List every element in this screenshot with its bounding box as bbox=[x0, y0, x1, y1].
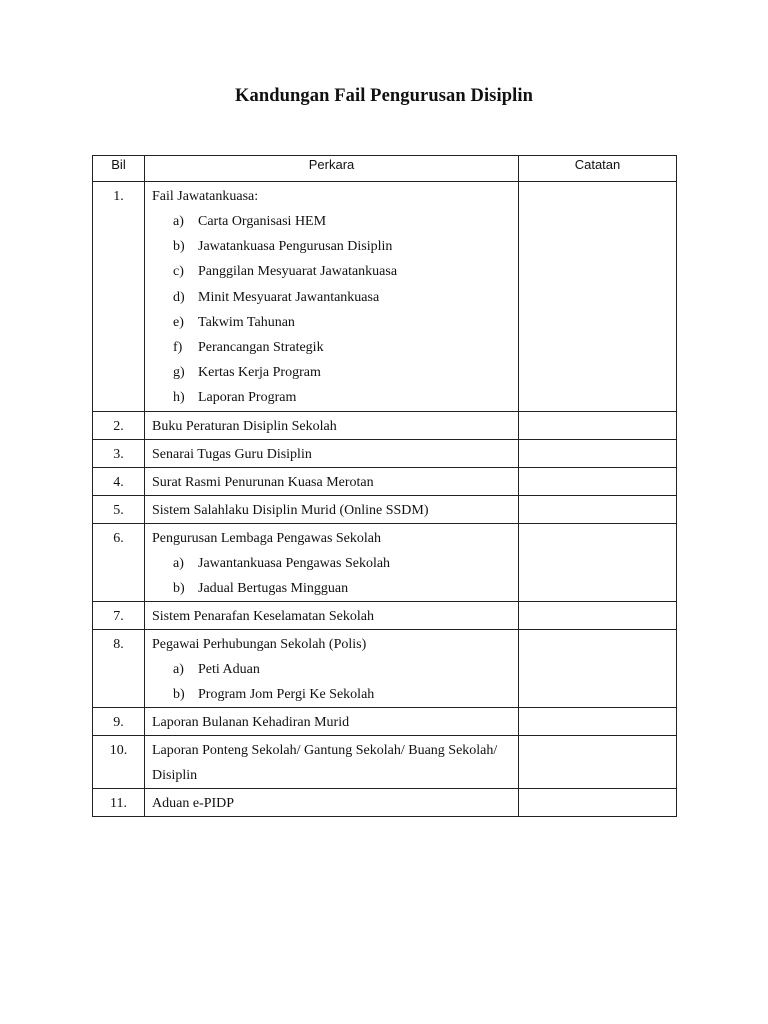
row-perkara-cell bbox=[145, 789, 519, 817]
perkara-text: Senarai Tugas Guru Disiplin bbox=[152, 446, 312, 462]
table-row bbox=[93, 736, 677, 789]
table-row bbox=[93, 467, 677, 495]
list-item-letter: b) bbox=[173, 687, 185, 703]
list-item-text: Laporan Program bbox=[198, 390, 297, 406]
list-item bbox=[152, 285, 512, 310]
table-row bbox=[93, 439, 677, 467]
row-catatan-cell bbox=[519, 182, 677, 412]
row-perkara-cell bbox=[145, 523, 519, 601]
row-perkara-cell bbox=[145, 467, 519, 495]
row-number: 4. bbox=[93, 467, 145, 495]
list-item bbox=[152, 360, 512, 385]
list-item bbox=[152, 259, 512, 284]
list-item-text: Program Jom Pergi Ke Sekolah bbox=[198, 687, 375, 703]
row-catatan-cell bbox=[519, 411, 677, 439]
list-item-text: Jawatankuasa Pengurusan Disiplin bbox=[198, 239, 393, 255]
row-perkara-cell bbox=[145, 630, 519, 708]
table-row bbox=[93, 182, 677, 412]
row-number: 3. bbox=[93, 439, 145, 467]
row-catatan-cell bbox=[519, 523, 677, 601]
perkara-text: Buku Peraturan Disiplin Sekolah bbox=[152, 418, 337, 434]
list-item-letter: c) bbox=[173, 264, 184, 280]
list-item-text: Takwim Tahunan bbox=[198, 314, 295, 330]
list-item-letter: f) bbox=[173, 340, 183, 356]
list-item bbox=[152, 234, 512, 259]
list-item-letter: a) bbox=[173, 662, 184, 678]
sub-item-list bbox=[152, 657, 512, 707]
list-item-text: Kertas Kerja Program bbox=[198, 365, 321, 381]
list-item-text: Peti Aduan bbox=[198, 662, 260, 678]
header-catatan: Catatan bbox=[519, 156, 677, 182]
list-item bbox=[152, 335, 512, 360]
list-item-letter: a) bbox=[173, 555, 184, 571]
table-row bbox=[93, 602, 677, 630]
row-catatan-cell bbox=[519, 495, 677, 523]
table-row bbox=[93, 630, 677, 708]
perkara-text: Sistem Salahlaku Disiplin Murid (Online SSDM) bbox=[152, 502, 429, 518]
perkara-text: Laporan Bulanan Kehadiran Murid bbox=[152, 715, 350, 731]
row-number: 10. bbox=[93, 736, 145, 789]
row-catatan-cell bbox=[519, 467, 677, 495]
row-number: 7. bbox=[93, 602, 145, 630]
row-number: 2. bbox=[93, 411, 145, 439]
list-item-letter: d) bbox=[173, 289, 185, 305]
row-perkara-cell bbox=[145, 411, 519, 439]
table-row bbox=[93, 523, 677, 601]
perkara-text: Pengurusan Lembaga Pengawas Sekolah bbox=[152, 530, 381, 546]
list-item-letter: e) bbox=[173, 314, 184, 330]
row-perkara-cell bbox=[145, 495, 519, 523]
header-perkara: Perkara bbox=[145, 156, 519, 182]
row-perkara-cell bbox=[145, 708, 519, 736]
row-catatan-cell bbox=[519, 708, 677, 736]
list-item-letter: b) bbox=[173, 580, 185, 596]
list-item bbox=[152, 551, 512, 576]
row-perkara-cell bbox=[145, 736, 519, 789]
perkara-text: Fail Jawatankuasa: bbox=[152, 189, 259, 204]
table-header-row bbox=[93, 156, 677, 182]
row-catatan-cell bbox=[519, 439, 677, 467]
row-number: 9. bbox=[93, 708, 145, 736]
row-number: 8. bbox=[93, 630, 145, 708]
list-item-letter: b) bbox=[173, 239, 185, 255]
table-row bbox=[93, 495, 677, 523]
perkara-text: Sistem Penarafan Keselamatan Sekolah bbox=[152, 609, 374, 625]
content-table bbox=[92, 155, 677, 817]
row-perkara-cell bbox=[145, 439, 519, 467]
list-item-text: Panggilan Mesyuarat Jawatankuasa bbox=[198, 264, 398, 280]
sub-item-list bbox=[152, 551, 512, 601]
perkara-text: Pegawai Perhubungan Sekolah (Polis) bbox=[152, 637, 367, 653]
table-row bbox=[93, 708, 677, 736]
list-item-text: Jadual Bertugas Mingguan bbox=[198, 580, 349, 596]
row-catatan-cell bbox=[519, 736, 677, 789]
row-number: 5. bbox=[93, 495, 145, 523]
list-item bbox=[152, 310, 512, 335]
row-number: 1. bbox=[93, 182, 145, 412]
list-item-letter: h) bbox=[173, 390, 185, 406]
list-item-letter: a) bbox=[173, 214, 184, 229]
list-item-letter: g) bbox=[173, 365, 185, 381]
row-perkara-cell bbox=[145, 602, 519, 630]
perkara-text: Laporan Ponteng Sekolah/ Gantung Sekolah/ Buang Sekolah/ Disiplin bbox=[152, 743, 498, 784]
row-number: 6. bbox=[93, 523, 145, 601]
table-body bbox=[93, 182, 677, 817]
row-perkara-cell bbox=[145, 182, 519, 412]
header-bil: Bil bbox=[93, 156, 145, 182]
table-row bbox=[93, 411, 677, 439]
list-item-text: Carta Organisasi HEM bbox=[198, 214, 327, 229]
row-catatan-cell bbox=[519, 630, 677, 708]
row-catatan-cell bbox=[519, 602, 677, 630]
sub-item-list bbox=[152, 209, 512, 411]
perkara-text: Surat Rasmi Penurunan Kuasa Merotan bbox=[152, 474, 374, 490]
perkara-text: Aduan e-PIDP bbox=[152, 796, 235, 812]
list-item bbox=[152, 682, 512, 707]
list-item-text: Jawantankuasa Pengawas Sekolah bbox=[198, 555, 391, 571]
list-item bbox=[152, 209, 512, 234]
list-item-text: Perancangan Strategik bbox=[198, 340, 324, 356]
list-item-text: Minit Mesyuarat Jawantankuasa bbox=[198, 289, 380, 305]
list-item bbox=[152, 657, 512, 682]
row-catatan-cell bbox=[519, 789, 677, 817]
table-row bbox=[93, 789, 677, 817]
list-item bbox=[152, 576, 512, 601]
row-number: 11. bbox=[93, 789, 145, 817]
list-item bbox=[152, 385, 512, 410]
page-title: Kandungan Fail Pengurusan Disiplin bbox=[235, 86, 533, 106]
